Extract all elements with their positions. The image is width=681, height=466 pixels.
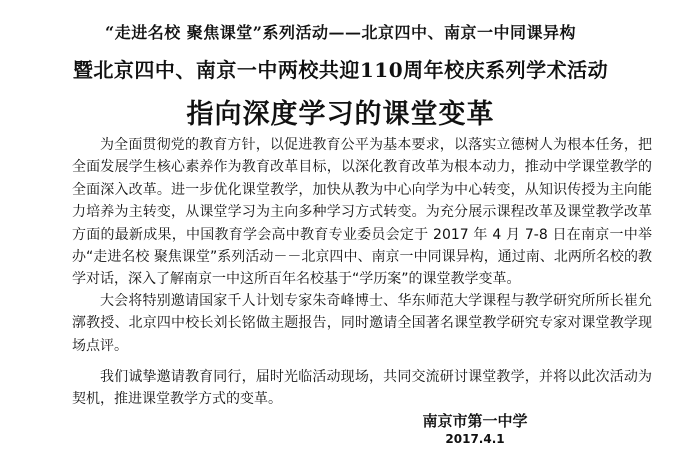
paragraph-speakers: 大会将特别邀请国家千人计划专家朱奇峰博士、华东师范大学课程与教学研究所所长崔允漷教授、北京四中校长刘长铭做主题报告，同时邀请全国著名课堂教学研究专家对课堂教学现场点评。 [72, 293, 652, 354]
signature-organization: 南京市第一中学 [422, 412, 528, 430]
paragraph-invitation: 我们诚挚邀请教育同行，届时光临活动现场，共同交流研讨课堂教学，并将以此次活动为契机，推进课堂教学方式的变革。 [72, 369, 652, 408]
event-series-title: “走进名校 聚焦课堂”系列活动——北京四中、南京一中同课异构 [105, 23, 576, 42]
event-subtitle: 暨北京四中、南京一中两校共迎110周年校庆系列学术活动 [72, 58, 609, 82]
page-title: 指向深度学习的课堂变革 [186, 99, 495, 130]
signature-date: 2017.4.1 [445, 432, 505, 446]
paragraph-intro: 为全面贯彻党的教育方针，以促进教育公平为基本要求，以落实立德树人为根本任务，把全面发展学生核心素养作为教育改革目标，以深化教育改革为根本动力，推动中学课堂教学的全面深入改革。进一步优化课堂教学，加快从教为中心向学为中心转变，从知识传授为主向能力培养为主转变，从课堂学习为主向多种学习方式转变。为充分展示课程改革及课堂教学改革方面的最新成果，中国教育学会高中教育专业委员会定于 2017 年 4 月 7-8 日在南京一中举办“走进名校 聚焦课堂”系列活动－－北京四中、南京一中同课异构，通过南、北两所名校的教学对话，深入了解南京一中这所百年名校基于“学历案”的课堂教学变革。 [72, 137, 652, 288]
